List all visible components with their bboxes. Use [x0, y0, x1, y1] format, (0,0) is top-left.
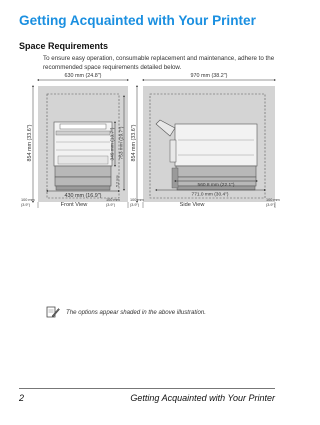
- front-control-panel: [56, 131, 110, 135]
- side-left-clearance-label: 100 mm: [130, 198, 144, 202]
- footer-rule: [19, 388, 275, 389]
- side-right-clearance-label: 100 mm: [266, 198, 280, 202]
- front-small-dimension-label: 5.2 mm: [115, 175, 120, 187]
- note: [46, 306, 206, 318]
- intro-paragraph: To ensure easy operation, consumable replacement and maintenance, adhere to the recommended space requirements detailed below.: [43, 55, 275, 71]
- front-left-clearance-label: 100 mm: [21, 198, 35, 202]
- front-option-lower-feeder-2: [55, 177, 111, 186]
- front-printer-width-label: 430 mm (16.9"): [64, 193, 102, 199]
- side-manual-feed-tray: [170, 140, 176, 162]
- front-total-width-label: 630 mm (24.8"): [64, 73, 102, 79]
- front-view-diagram: [21, 73, 128, 208]
- front-753-label: 753 mm (29.7"): [119, 126, 125, 160]
- front-view-caption: Front View: [60, 202, 88, 208]
- side-total-height-label: 854 mm (33.6"): [131, 124, 137, 162]
- pencil-note-icon: [46, 306, 60, 318]
- side-option-lower-feeder: [176, 166, 256, 177]
- front-option-lower-feeder: [55, 166, 111, 177]
- front-total-height-label: 854 mm (33.6"): [27, 124, 33, 162]
- note-text: The options appear shaded in the above illustration.: [66, 308, 206, 316]
- front-option-stand: [56, 186, 110, 190]
- side-560-label: 560.8 mm (22.1"): [197, 183, 235, 188]
- front-right-clearance-inch: (3.9"): [106, 203, 116, 207]
- side-printer-body: [175, 124, 257, 166]
- front-left-clearance-inch: (3.9"): [21, 203, 31, 207]
- side-left-clearance-inch: (3.9"): [130, 203, 140, 207]
- page-number: 2: [19, 393, 25, 403]
- side-view-caption: Side View: [179, 202, 205, 208]
- running-head: Getting Acquainted with Your Printer: [130, 393, 275, 403]
- section-heading: Space Requirements: [19, 41, 109, 51]
- front-right-clearance-label: 100 mm: [106, 198, 120, 202]
- front-output-tray: [60, 124, 106, 129]
- side-total-width-label: 970 mm (38.2"): [190, 73, 228, 79]
- front-paper-tray: [58, 156, 108, 164]
- page-title: Getting Acquainted with Your Printer: [19, 13, 256, 28]
- side-right-clearance-inch: (3.9"): [266, 203, 276, 207]
- front-349-label: 349 mm (13.7"): [110, 127, 116, 161]
- side-771-label: 771.0 mm (30.4"): [191, 192, 229, 198]
- side-view-diagram: [130, 73, 280, 208]
